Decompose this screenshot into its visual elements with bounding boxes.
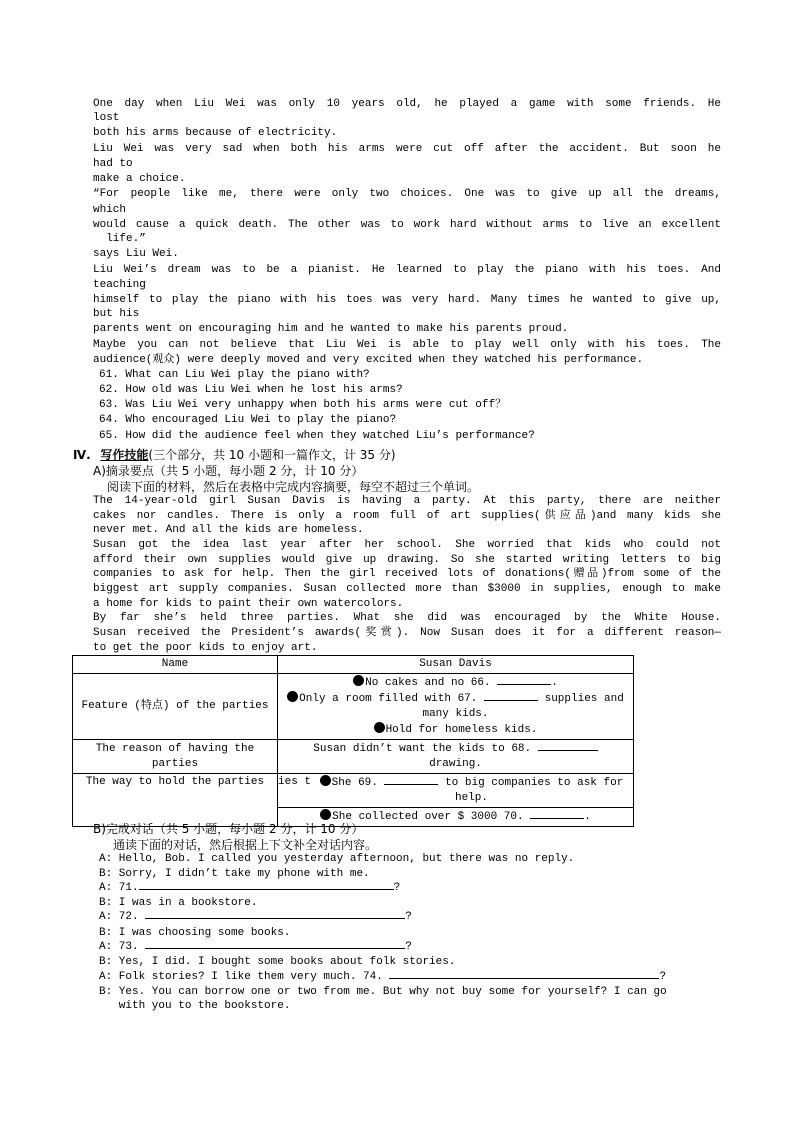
answer-blank-70[interactable] bbox=[530, 818, 584, 819]
bullet-icon bbox=[353, 675, 364, 686]
row-label-feature: Feature (特点) of the parties bbox=[73, 674, 278, 740]
question-62: 62. How old was Liu Wei when he lost his arms? bbox=[99, 384, 403, 396]
passage-line: biggest art supply companies. Susan collected more than $3000 in supplies, enough to make bbox=[93, 583, 721, 595]
passage-line: Maybe you can not believe that Liu Wei is able to play well only with his toes. The bbox=[93, 339, 721, 351]
row-label-way: The way to hold the parties bbox=[73, 774, 278, 827]
passage-line: but his bbox=[93, 308, 140, 320]
passage-line: would cause a quick death. The other was to work hard without arms to live an excellent bbox=[93, 219, 721, 231]
part-a-title: A)摘录要点（共 5 小题，每小题 2 分，计 10 分） bbox=[93, 464, 364, 478]
question-64: 64. Who encouraged Liu Wei to play the piano? bbox=[99, 414, 397, 426]
passage-line: “For people like me, there were only two choices. One was to give up all the dreams, bbox=[93, 188, 721, 200]
summary-table bbox=[72, 655, 634, 827]
dialogue-line-73: A: 73. ? bbox=[99, 941, 412, 953]
dialogue-line-71: A: 71. ? bbox=[99, 882, 401, 894]
passage-line: Liu Wei was very sad when both his arms were cut off after the accident. But soon he bbox=[93, 143, 721, 155]
section-number: Ⅳ. bbox=[73, 448, 91, 462]
row-cell-way: ies t She 69. to big companies to ask for help. She collected over $ 3000 70. . bbox=[278, 774, 634, 827]
passage-line: had to bbox=[93, 158, 133, 170]
question-61: 61. What can Liu Wei play the piano with? bbox=[99, 369, 370, 381]
dialogue-line: B: Yes. You can borrow one or two from me. But why not buy some for yourself? I can go bbox=[99, 986, 667, 998]
passage-line: says Liu Wei. bbox=[93, 248, 179, 260]
passage-line: The 14-year-old girl Susan Davis is having a party. At this party, there are neither bbox=[93, 495, 721, 507]
passage-line: Susan got the idea last year after her school. She worried that kids who could not bbox=[93, 539, 721, 551]
dialogue-line-74: A: Folk stories? I like them very much. 74. ? bbox=[99, 971, 667, 983]
answer-blank-69[interactable] bbox=[384, 784, 438, 785]
part-b-title: B)完成对话（共 5 小题，每小题 2 分，计 10 分） bbox=[93, 822, 364, 836]
passage-line: himself to play the piano with his toes was very hard. Many times he wanted to give up, bbox=[93, 294, 721, 306]
answer-blank-66[interactable] bbox=[497, 684, 551, 685]
question-63: 63. Was Liu Wei very unhappy when both his arms were cut off？ bbox=[99, 399, 507, 411]
answer-blank-67[interactable] bbox=[484, 700, 538, 701]
answer-blank-73[interactable] bbox=[145, 948, 405, 949]
passage-line: One day when Liu Wei was only 10 years old, he played a game with some friends. He bbox=[93, 98, 721, 110]
table-header-susan: Susan Davis bbox=[278, 656, 634, 674]
passage-line: audience(观众) were deeply moved and very excited when they watched his performance. bbox=[93, 354, 644, 366]
passage-line: By far she’s held three parties. What she did was encouraged by the White House. bbox=[93, 612, 721, 624]
passage-line: both his arms because of electricity. bbox=[93, 127, 338, 139]
dialogue-line: B: Sorry, I didn’t take my phone with me. bbox=[99, 868, 370, 880]
dialogue-line: B: Yes, I did. I bought some books about folk stories. bbox=[99, 956, 456, 968]
table-header-name: Name bbox=[73, 656, 278, 674]
bullet-icon bbox=[320, 775, 331, 786]
section-points: (三个部分，共 10 小题和一篇作文，计 35 分) bbox=[148, 448, 396, 462]
passage-line: lost bbox=[93, 112, 120, 124]
bullet-icon bbox=[287, 691, 298, 702]
passage-line: parents went on encouraging him and he wanted to make his parents proud. bbox=[93, 323, 569, 335]
section-heading bbox=[73, 446, 396, 463]
passage-line: to get the poor kids to enjoy art. bbox=[93, 642, 318, 654]
row-cell-reason: Susan didn’t want the kids to 68. drawing. bbox=[278, 740, 634, 774]
bullet-icon bbox=[320, 809, 331, 820]
dialogue-line: B: I was in a bookstore. bbox=[99, 897, 258, 909]
dialogue-line: with you to the bookstore. bbox=[99, 1000, 291, 1012]
passage-line: which bbox=[93, 204, 127, 216]
passage-line: cakes nor candles. There is only a room full of art supplies(供应品)and many kids she bbox=[93, 510, 721, 522]
passage-line: never met. And all the kids are homeless. bbox=[93, 524, 364, 536]
dialogue-line: A: Hello, Bob. I called you yesterday afternoon, but there was no reply. bbox=[99, 853, 575, 865]
part-b-instructions: 通读下面的对话，然后根据上下文补全对话内容。 bbox=[113, 838, 378, 852]
answer-blank-71[interactable] bbox=[139, 889, 394, 890]
passage-line: companies to ask for help. Then the girl received lots of donations(赠品)from some of the bbox=[93, 568, 721, 580]
dialogue-line-72: A: 72. ? bbox=[99, 911, 412, 923]
passage-line: teaching bbox=[93, 279, 146, 291]
answer-blank-68[interactable] bbox=[538, 750, 598, 751]
overlap-text: ies t bbox=[278, 776, 312, 788]
passage-line: life.” bbox=[93, 233, 146, 245]
question-65: 65. How did the audience feel when they watched Liu’s performance? bbox=[99, 430, 535, 442]
passage-line: Susan received the President’s awards(奖赏). Now Susan does it for a different reason— bbox=[93, 627, 721, 639]
bullet-icon bbox=[374, 722, 385, 733]
passage-line: Liu Wei’s dream was to be a pianist. He learned to play the piano with his toes. And bbox=[93, 264, 721, 276]
passage-line: afford their own supplies would give up drawing. So she started writing letters to big bbox=[93, 554, 721, 566]
answer-blank-74[interactable] bbox=[389, 978, 659, 979]
section-title: 写作技能 bbox=[100, 448, 149, 462]
dialogue-line: B: I was choosing some books. bbox=[99, 927, 291, 939]
passage-line: a home for kids to paint their own watercolors. bbox=[93, 598, 404, 610]
part-a-instructions: 阅读下面的材料，然后在表格中完成内容摘要，每空不超过三个单词。 bbox=[107, 480, 480, 494]
row-label-reason: The reason of having the parties bbox=[73, 740, 278, 774]
row-cell-feature: No cakes and no 66. . Only a room filled with 67. supplies and many kids. Hold for homeless kids. bbox=[278, 674, 634, 740]
passage-line: make a choice. bbox=[93, 173, 186, 185]
answer-blank-72[interactable] bbox=[145, 918, 405, 919]
